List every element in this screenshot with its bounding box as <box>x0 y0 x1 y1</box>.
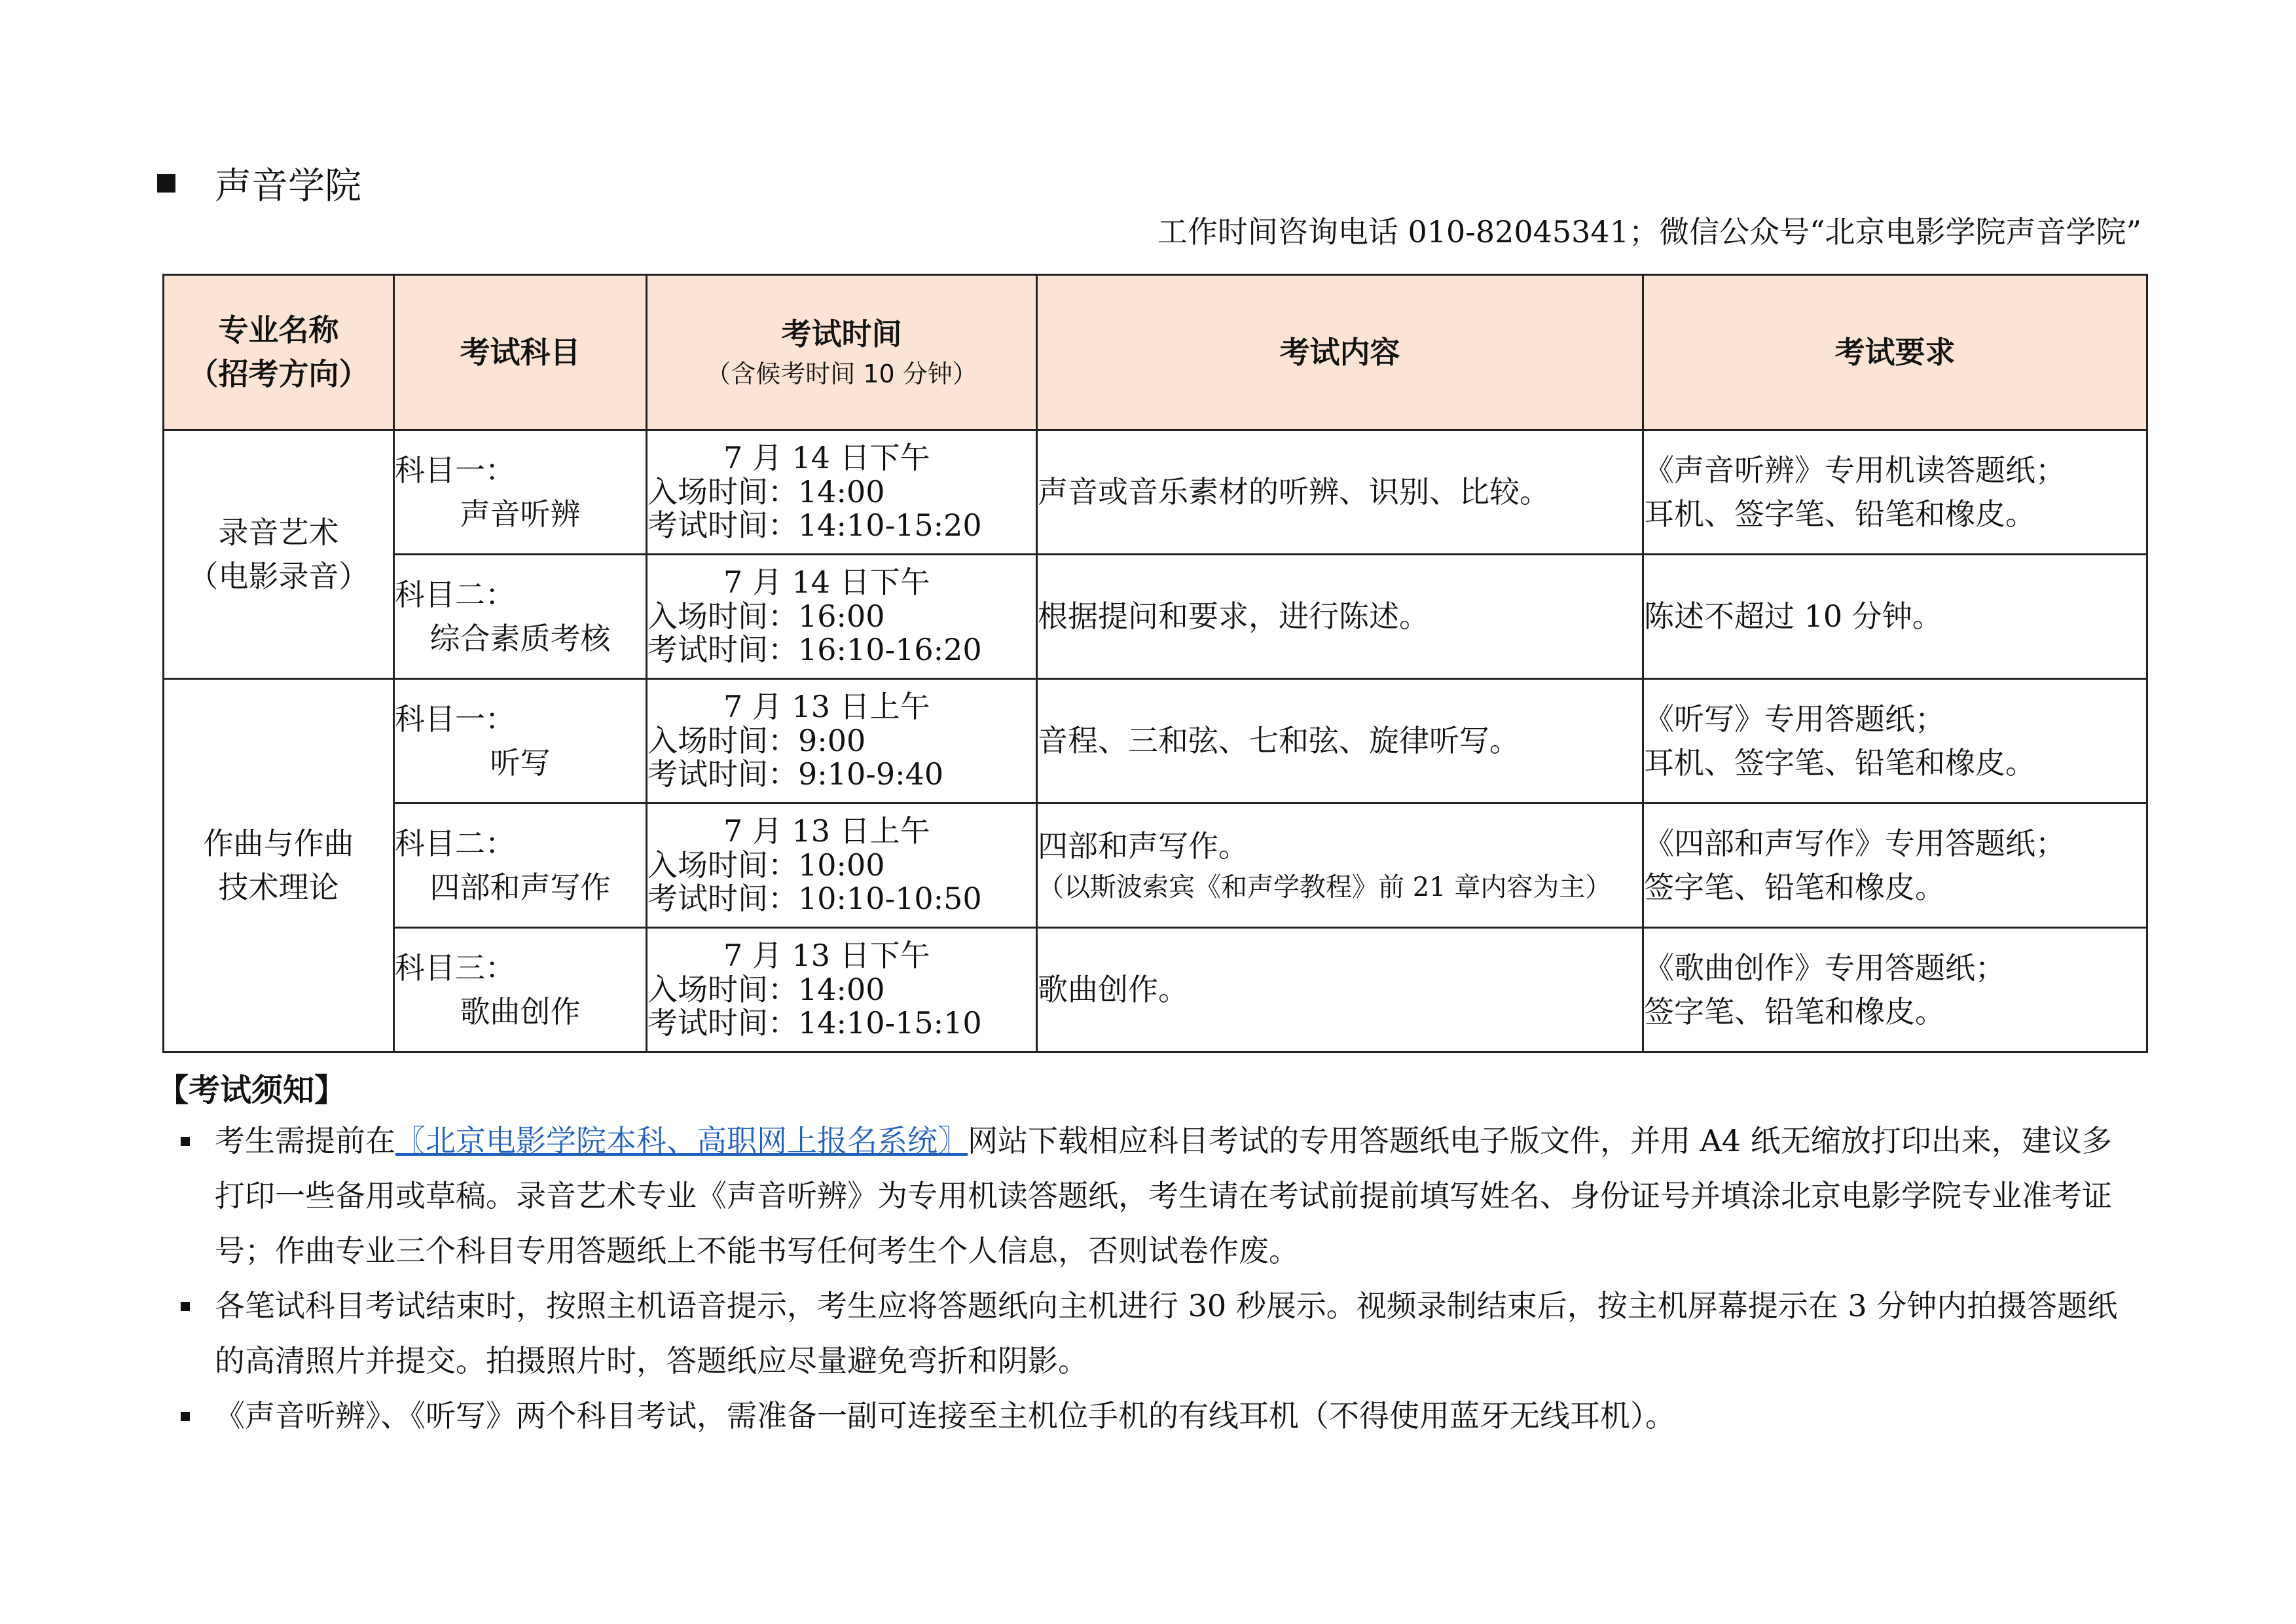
requirements-cell: 《听写》专用答题纸； 耳机、签字笔、铅笔和橡皮。 <box>1643 679 2147 803</box>
square-bullet-icon <box>181 1302 190 1311</box>
section-title: 声音学院 <box>215 165 361 208</box>
content-cell: 音程、三和弦、七和弦、旋律听写。 <box>1037 679 1643 803</box>
content-cell: 四部和声写作。 （以斯波索宾《和声学教程》前 21 章内容为主） <box>1037 803 1643 928</box>
list-item: 考生需提前在〖北京电影学院本科、高职网上报名系统〗网站下载相应科目考试的专用答题纸电子版文件，并用 A4 纸无缩放打印出来，建议多打印一些备用或草稿。录音艺术专业《声音听辨》为专用机读答题纸，考生请在考试前提前填写姓名、身份证号并填涂北京电影学院专业准考证号；作曲专业三个科目专用答题纸上不能书写任何考生个人信息，否则试卷作废。 <box>177 1113 2134 1278</box>
major-cell: 录音艺术 （电影录音） <box>164 430 394 679</box>
square-bullet-icon <box>181 1137 190 1146</box>
requirements-cell: 《声音听辨》专用机读答题纸； 耳机、签字笔、铅笔和橡皮。 <box>1643 430 2147 555</box>
registration-system-link[interactable]: 〖北京电影学院本科、高职网上报名系统〗 <box>395 1123 968 1158</box>
subject-cell: 科目一： 听写 <box>394 679 647 803</box>
major-cell: 作曲与作曲 技术理论 <box>164 679 394 1052</box>
notes-title: 【考试须知】 <box>157 1072 346 1109</box>
list-item: 《声音听辨》、《听写》两个科目考试，需准备一副可连接至主机位手机的有线耳机（不得使用蓝牙无线耳机）。 <box>177 1388 2134 1443</box>
table-row <box>164 430 2147 555</box>
time-cell: 7 月 14 日下午 入场时间：16:00 考试时间：16:10-16:20 <box>647 555 1037 679</box>
time-cell: 7 月 13 日上午 入场时间：10:00 考试时间：10:10-10:50 <box>647 803 1037 928</box>
exam-schedule-table <box>162 274 2148 1053</box>
table-row <box>164 679 2147 803</box>
content-cell: 声音或音乐素材的听辨、识别、比较。 <box>1037 430 1643 555</box>
table-row <box>164 803 2147 928</box>
contact-info: 工作时间咨询电话 010-82045341；微信公众号“北京电影学院声音学院” <box>1157 214 2141 249</box>
requirements-cell: 《四部和声写作》专用答题纸； 签字笔、铅笔和橡皮。 <box>1643 803 2147 928</box>
time-cell: 7 月 13 日上午 入场时间：9:00 考试时间：9:10-9:40 <box>647 679 1037 803</box>
list-item: 各笔试科目考试结束时，按照主机语音提示，考生应将答题纸向主机进行 30 秒展示。视频录制结束后，按主机屏幕提示在 3 分钟内拍摄答题纸的高清照片并提交。拍摄照片时，答题纸应尽量避免弯折和阴影。 <box>177 1278 2134 1388</box>
header-subject: 考试科目 <box>394 275 647 430</box>
table-row <box>164 928 2147 1052</box>
time-cell: 7 月 13 日下午 入场时间：14:00 考试时间：14:10-15:10 <box>647 928 1037 1052</box>
subject-cell: 科目二： 四部和声写作 <box>394 803 647 928</box>
subject-cell: 科目二： 综合素质考核 <box>394 555 647 679</box>
header-content: 考试内容 <box>1037 275 1643 430</box>
content-cell: 根据提问和要求，进行陈述。 <box>1037 555 1643 679</box>
header-requirements: 考试要求 <box>1643 275 2147 430</box>
table-header-row <box>164 275 2147 430</box>
section-heading <box>157 157 361 210</box>
table-row <box>164 555 2147 679</box>
square-bullet-icon <box>181 1412 190 1421</box>
requirements-cell: 《歌曲创作》专用答题纸； 签字笔、铅笔和橡皮。 <box>1643 928 2147 1052</box>
header-major: 专业名称 （招考方向） <box>164 275 394 430</box>
square-bullet-icon <box>157 174 175 193</box>
header-time: 考试时间 （含候考时间 10 分钟） <box>647 275 1037 430</box>
requirements-cell: 陈述不超过 10 分钟。 <box>1643 555 2147 679</box>
subject-cell: 科目三： 歌曲创作 <box>394 928 647 1052</box>
content-cell: 歌曲创作。 <box>1037 928 1643 1052</box>
time-cell: 7 月 14 日下午 入场时间：14:00 考试时间：14:10-15:20 <box>647 430 1037 555</box>
notes-list <box>177 1113 2134 1443</box>
subject-cell: 科目一： 声音听辨 <box>394 430 647 555</box>
